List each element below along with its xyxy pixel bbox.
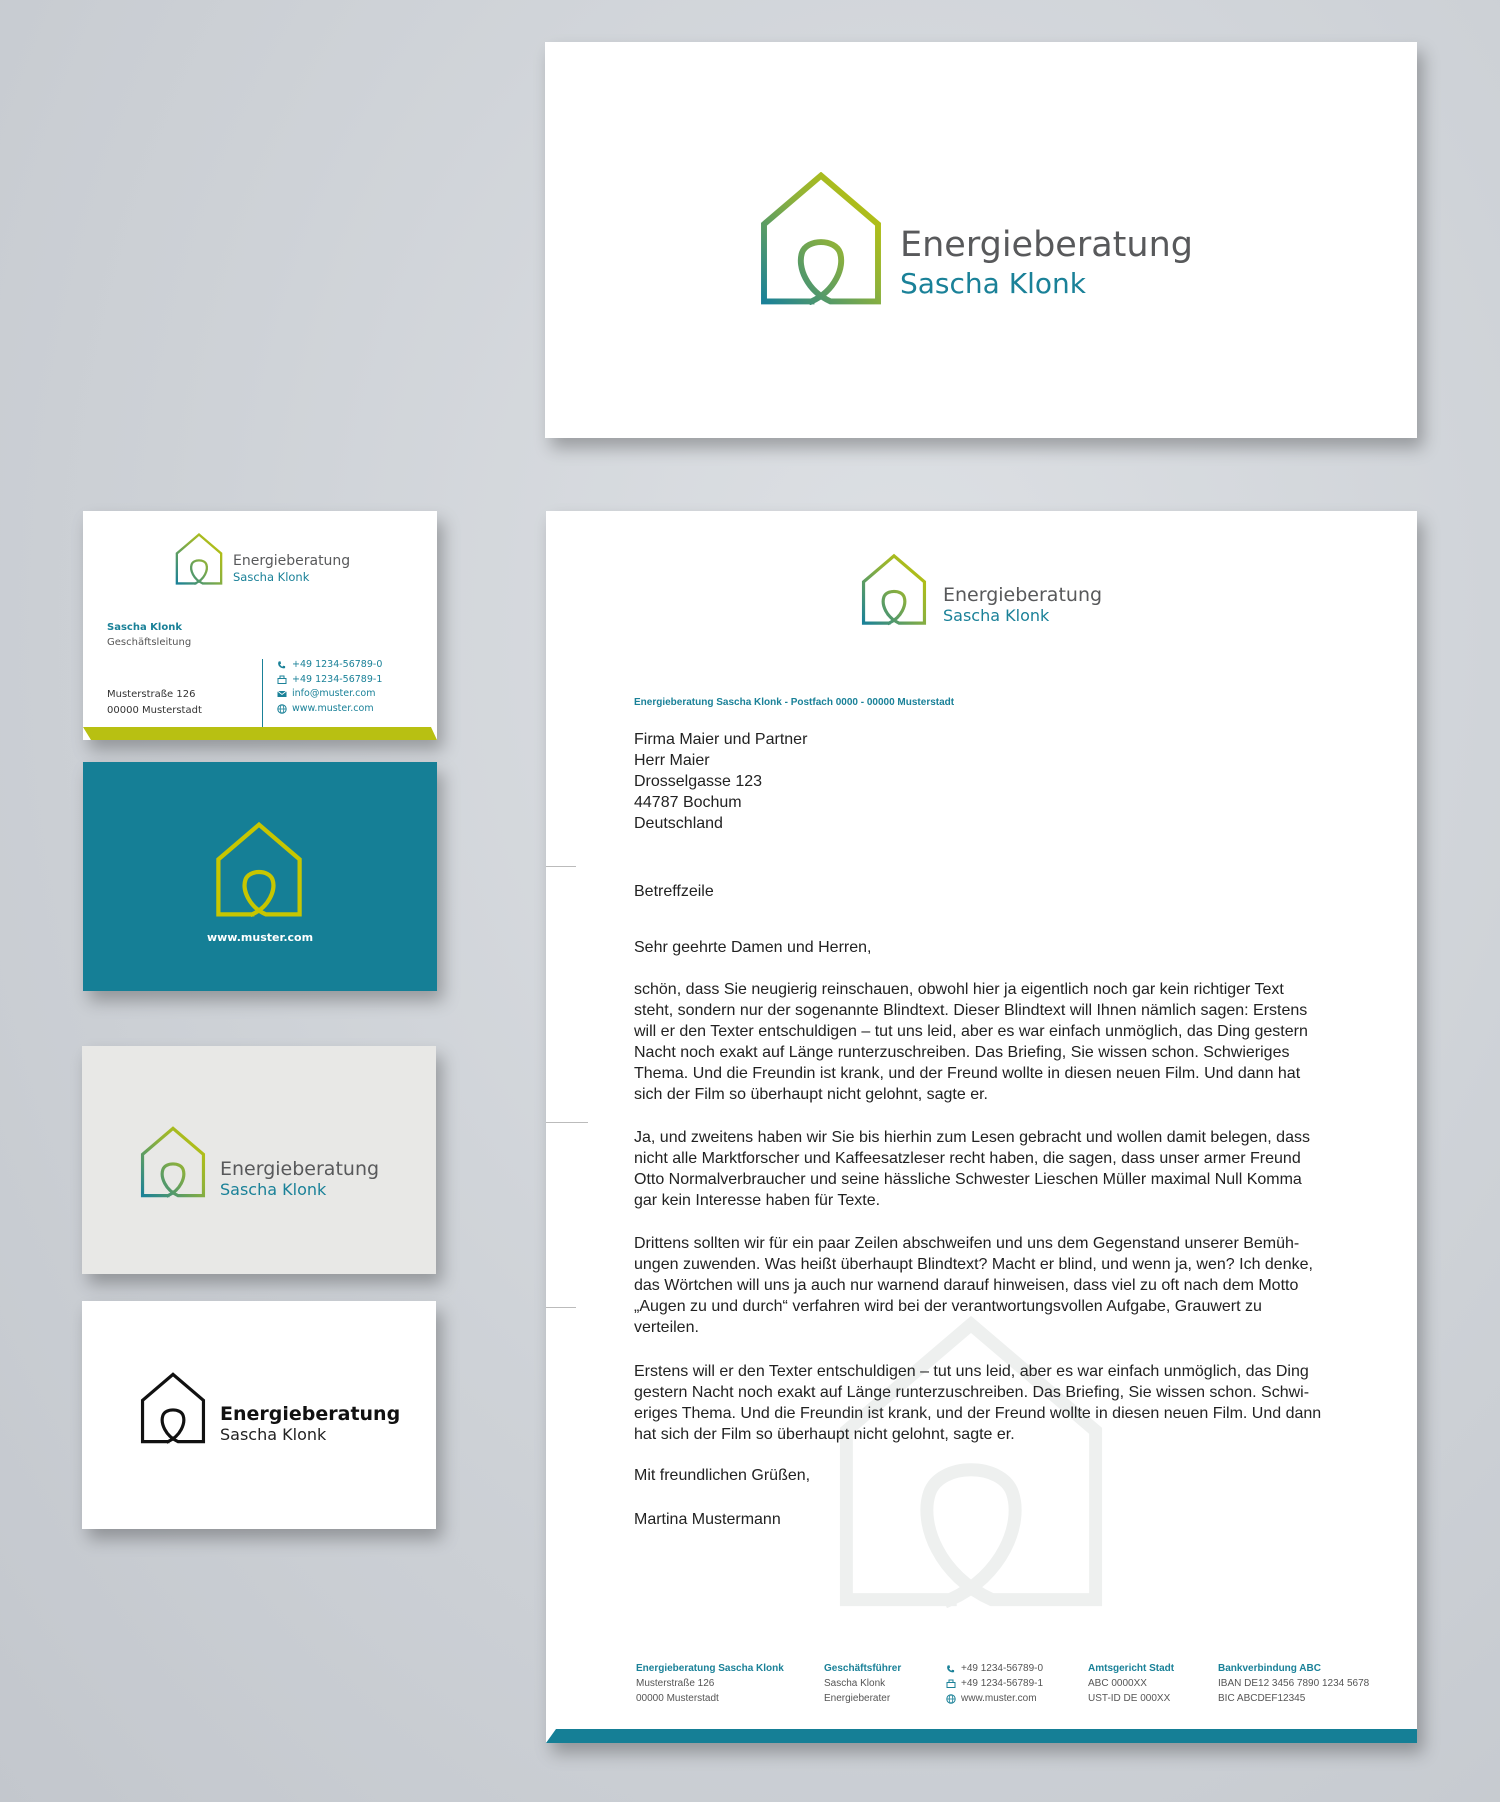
footer-heading: Amtsgericht Stadt xyxy=(1088,1663,1175,1674)
mail-icon xyxy=(277,689,287,699)
globe-icon xyxy=(946,1694,956,1704)
logo-title: Energieberatung xyxy=(943,584,1103,606)
fax-icon xyxy=(277,675,287,685)
text-line: verteilen. xyxy=(634,1319,699,1336)
card-fax: +49 1234-56789-1 xyxy=(292,673,383,685)
letter-accent-stripe xyxy=(546,1729,1417,1743)
text-line: „Augen zu und durch“ verfahren wird bei der verantwortungsvollen Aufgabe, Grauwert zu xyxy=(634,1298,1262,1315)
closing: Mit freundlichen Grüßen, xyxy=(634,1467,811,1484)
logo-card-mono xyxy=(82,1301,436,1529)
footer-heading: Energieberatung Sascha Klonk xyxy=(636,1663,784,1674)
letter-paragraph xyxy=(634,979,1308,1105)
card-city: 00000 Musterstadt xyxy=(107,705,202,716)
footer-heading: Geschäftsführer xyxy=(824,1663,902,1674)
footer-heading: Bankverbindung ABC xyxy=(1218,1663,1321,1674)
text-line: gar kein Interesse haben für Texte. xyxy=(634,1192,881,1209)
text-line: will er den Texter entschuldigen – tut uns leid, aber es war einfach unmöglich, das Ding gestern xyxy=(634,1023,1308,1040)
card-role: Geschäftsleitung xyxy=(107,637,192,648)
footer-company xyxy=(636,1661,784,1706)
card-phone: +49 1234-56789-0 xyxy=(292,659,383,670)
footer-court xyxy=(1088,1661,1174,1706)
recipient-line: Deutschland xyxy=(634,815,723,832)
phone-icon xyxy=(946,1664,956,1674)
logo-title: Energieberatung xyxy=(900,225,1193,265)
card-accent-stripe xyxy=(83,727,437,740)
text-line: steht, sondern nur der sogenannte Blindtext. Dieser Blindtext will Ihnen nämlich sagen: Erstens xyxy=(634,1002,1308,1019)
text-line: nicht alle Marktforscher und Kaffeesatzleser recht haben, die sagen, dass unser armer Freund xyxy=(634,1150,1301,1167)
text-line: sich der Film so überhaupt nicht gelohnt, sagte er. xyxy=(634,1086,988,1103)
footer-line: IBAN DE12 3456 7890 1234 5678 xyxy=(1218,1678,1370,1689)
text-line: Erstens will er den Texter entschuldigen – tut uns leid, aber es war einfach unmöglich, das Ding xyxy=(634,1363,1309,1380)
letter-paragraph xyxy=(634,1233,1313,1338)
fax-icon xyxy=(946,1679,956,1689)
logo-subtitle: Sascha Klonk xyxy=(900,267,1086,300)
text-line: Drittens sollten wir für ein paar Zeilen abschweifen und uns dem Gegenstand unserer Bemüh- xyxy=(634,1235,1300,1252)
letter-paragraph xyxy=(634,1361,1321,1445)
house-logo-icon xyxy=(175,533,223,585)
footer-line: +49 1234-56789-0 xyxy=(961,1663,1044,1674)
text-line: gestern Nacht noch exakt auf Länge runterzuschreiben. Das Briefing, Sie wissen schon. Schwi- xyxy=(634,1384,1310,1401)
envelope xyxy=(545,42,1417,438)
card-back-web: www.muster.com xyxy=(206,931,314,944)
letter-paragraph xyxy=(634,1127,1310,1211)
signature: Martina Mustermann xyxy=(634,1511,781,1528)
logo-title: Energieberatung xyxy=(233,553,351,569)
house-logo-icon xyxy=(140,1372,206,1444)
house-logo-icon xyxy=(140,1126,206,1198)
logo-card-grey xyxy=(82,1046,436,1274)
fold-mark xyxy=(546,1307,576,1308)
card-street: Musterstraße 126 xyxy=(107,689,196,700)
footer-line: Musterstraße 126 xyxy=(636,1678,715,1689)
text-line: eriges Thema. Und die Freundin ist krank, und der Freund wollte in diesen neuen Film. Und dann xyxy=(634,1405,1322,1422)
footer-line: www.muster.com xyxy=(961,1693,1037,1704)
text-line: schön, dass Sie neugierig reinschauen, obwohl hier ja eigentlich noch gar kein richtiger Text xyxy=(634,981,1284,998)
card-contacts xyxy=(277,658,382,716)
logo-title: Energieberatung xyxy=(220,1158,380,1180)
text-line: das Wörtchen will uns ja auch nur warnend darauf hinweisen, dass viel zu oft nach dem Motto xyxy=(634,1277,1299,1294)
recipient-line: Drosselgasse 123 xyxy=(634,773,763,790)
logo-title: Energieberatung xyxy=(220,1403,401,1425)
card-name: Sascha Klonk xyxy=(107,622,182,633)
footer-bank xyxy=(1218,1661,1369,1706)
logo-subtitle: Sascha Klonk xyxy=(220,1180,327,1199)
recipient-line: Herr Maier xyxy=(634,752,710,769)
sender-line: Energieberatung Sascha Klonk - Postfach 0000 - 00000 Musterstadt xyxy=(634,697,955,708)
house-logo-icon xyxy=(215,822,303,917)
phone-icon xyxy=(277,660,287,670)
recipient-address xyxy=(634,729,807,834)
footer-line: Sascha Klonk xyxy=(824,1678,886,1689)
card-email: info@muster.com xyxy=(292,688,376,699)
fold-mark xyxy=(546,1122,588,1123)
recipient-line: Firma Maier und Partner xyxy=(634,731,808,748)
globe-icon xyxy=(277,704,287,714)
logo-subtitle: Sascha Klonk xyxy=(233,570,310,584)
letterhead xyxy=(546,511,1417,1743)
recipient-line: 44787 Bochum xyxy=(634,794,742,811)
logo-subtitle: Sascha Klonk xyxy=(220,1425,327,1444)
text-line: Thema. Und die Freundin ist krank, und der Freund wollte in diesen neuen Film. Und dann hat xyxy=(634,1065,1301,1082)
fold-mark xyxy=(546,866,576,867)
text-line: Ja, und zweitens haben wir Sie bis hierhin zum Lesen gebracht und wollen damit belegen, dass xyxy=(634,1129,1310,1146)
footer-line: Energieberater xyxy=(824,1693,891,1704)
text-line: hat sich der Film so überhaupt nicht gelohnt, sagte er. xyxy=(634,1426,1015,1443)
text-line: ungen zuwenden. Was heißt überhaupt Blindtext? Macht er blind, und wenn ja, wen? Ich denke, xyxy=(634,1256,1313,1273)
footer-line: 00000 Musterstadt xyxy=(636,1693,719,1704)
footer-ceo xyxy=(824,1661,901,1706)
logo-subtitle: Sascha Klonk xyxy=(943,606,1050,625)
footer-contact xyxy=(946,1661,1043,1706)
house-logo-icon xyxy=(861,553,927,626)
house-watermark-icon xyxy=(836,1316,1106,1608)
text-line: Nacht noch exakt auf Länge runterzuschreiben. Das Briefing, Sie wissen schon. Schwieriges xyxy=(634,1044,1290,1061)
footer-line: BIC ABCDEF12345 xyxy=(1218,1693,1306,1704)
salutation: Sehr geehrte Damen und Herren, xyxy=(634,939,872,956)
subject-line: Betreffzeile xyxy=(634,883,714,900)
footer-line: UST-ID DE 000XX xyxy=(1088,1693,1171,1704)
footer-line: +49 1234-56789-1 xyxy=(961,1678,1044,1689)
text-line: Otto Normalverbraucher und seine hässliche Schwester Lieschen Müller maximal Null Komma xyxy=(634,1171,1302,1188)
business-card-back xyxy=(83,762,437,991)
footer-line: ABC 0000XX xyxy=(1088,1678,1147,1689)
business-card-front xyxy=(83,511,437,740)
card-web: www.muster.com xyxy=(292,702,374,714)
house-logo-icon xyxy=(759,172,883,305)
card-divider xyxy=(262,659,263,727)
